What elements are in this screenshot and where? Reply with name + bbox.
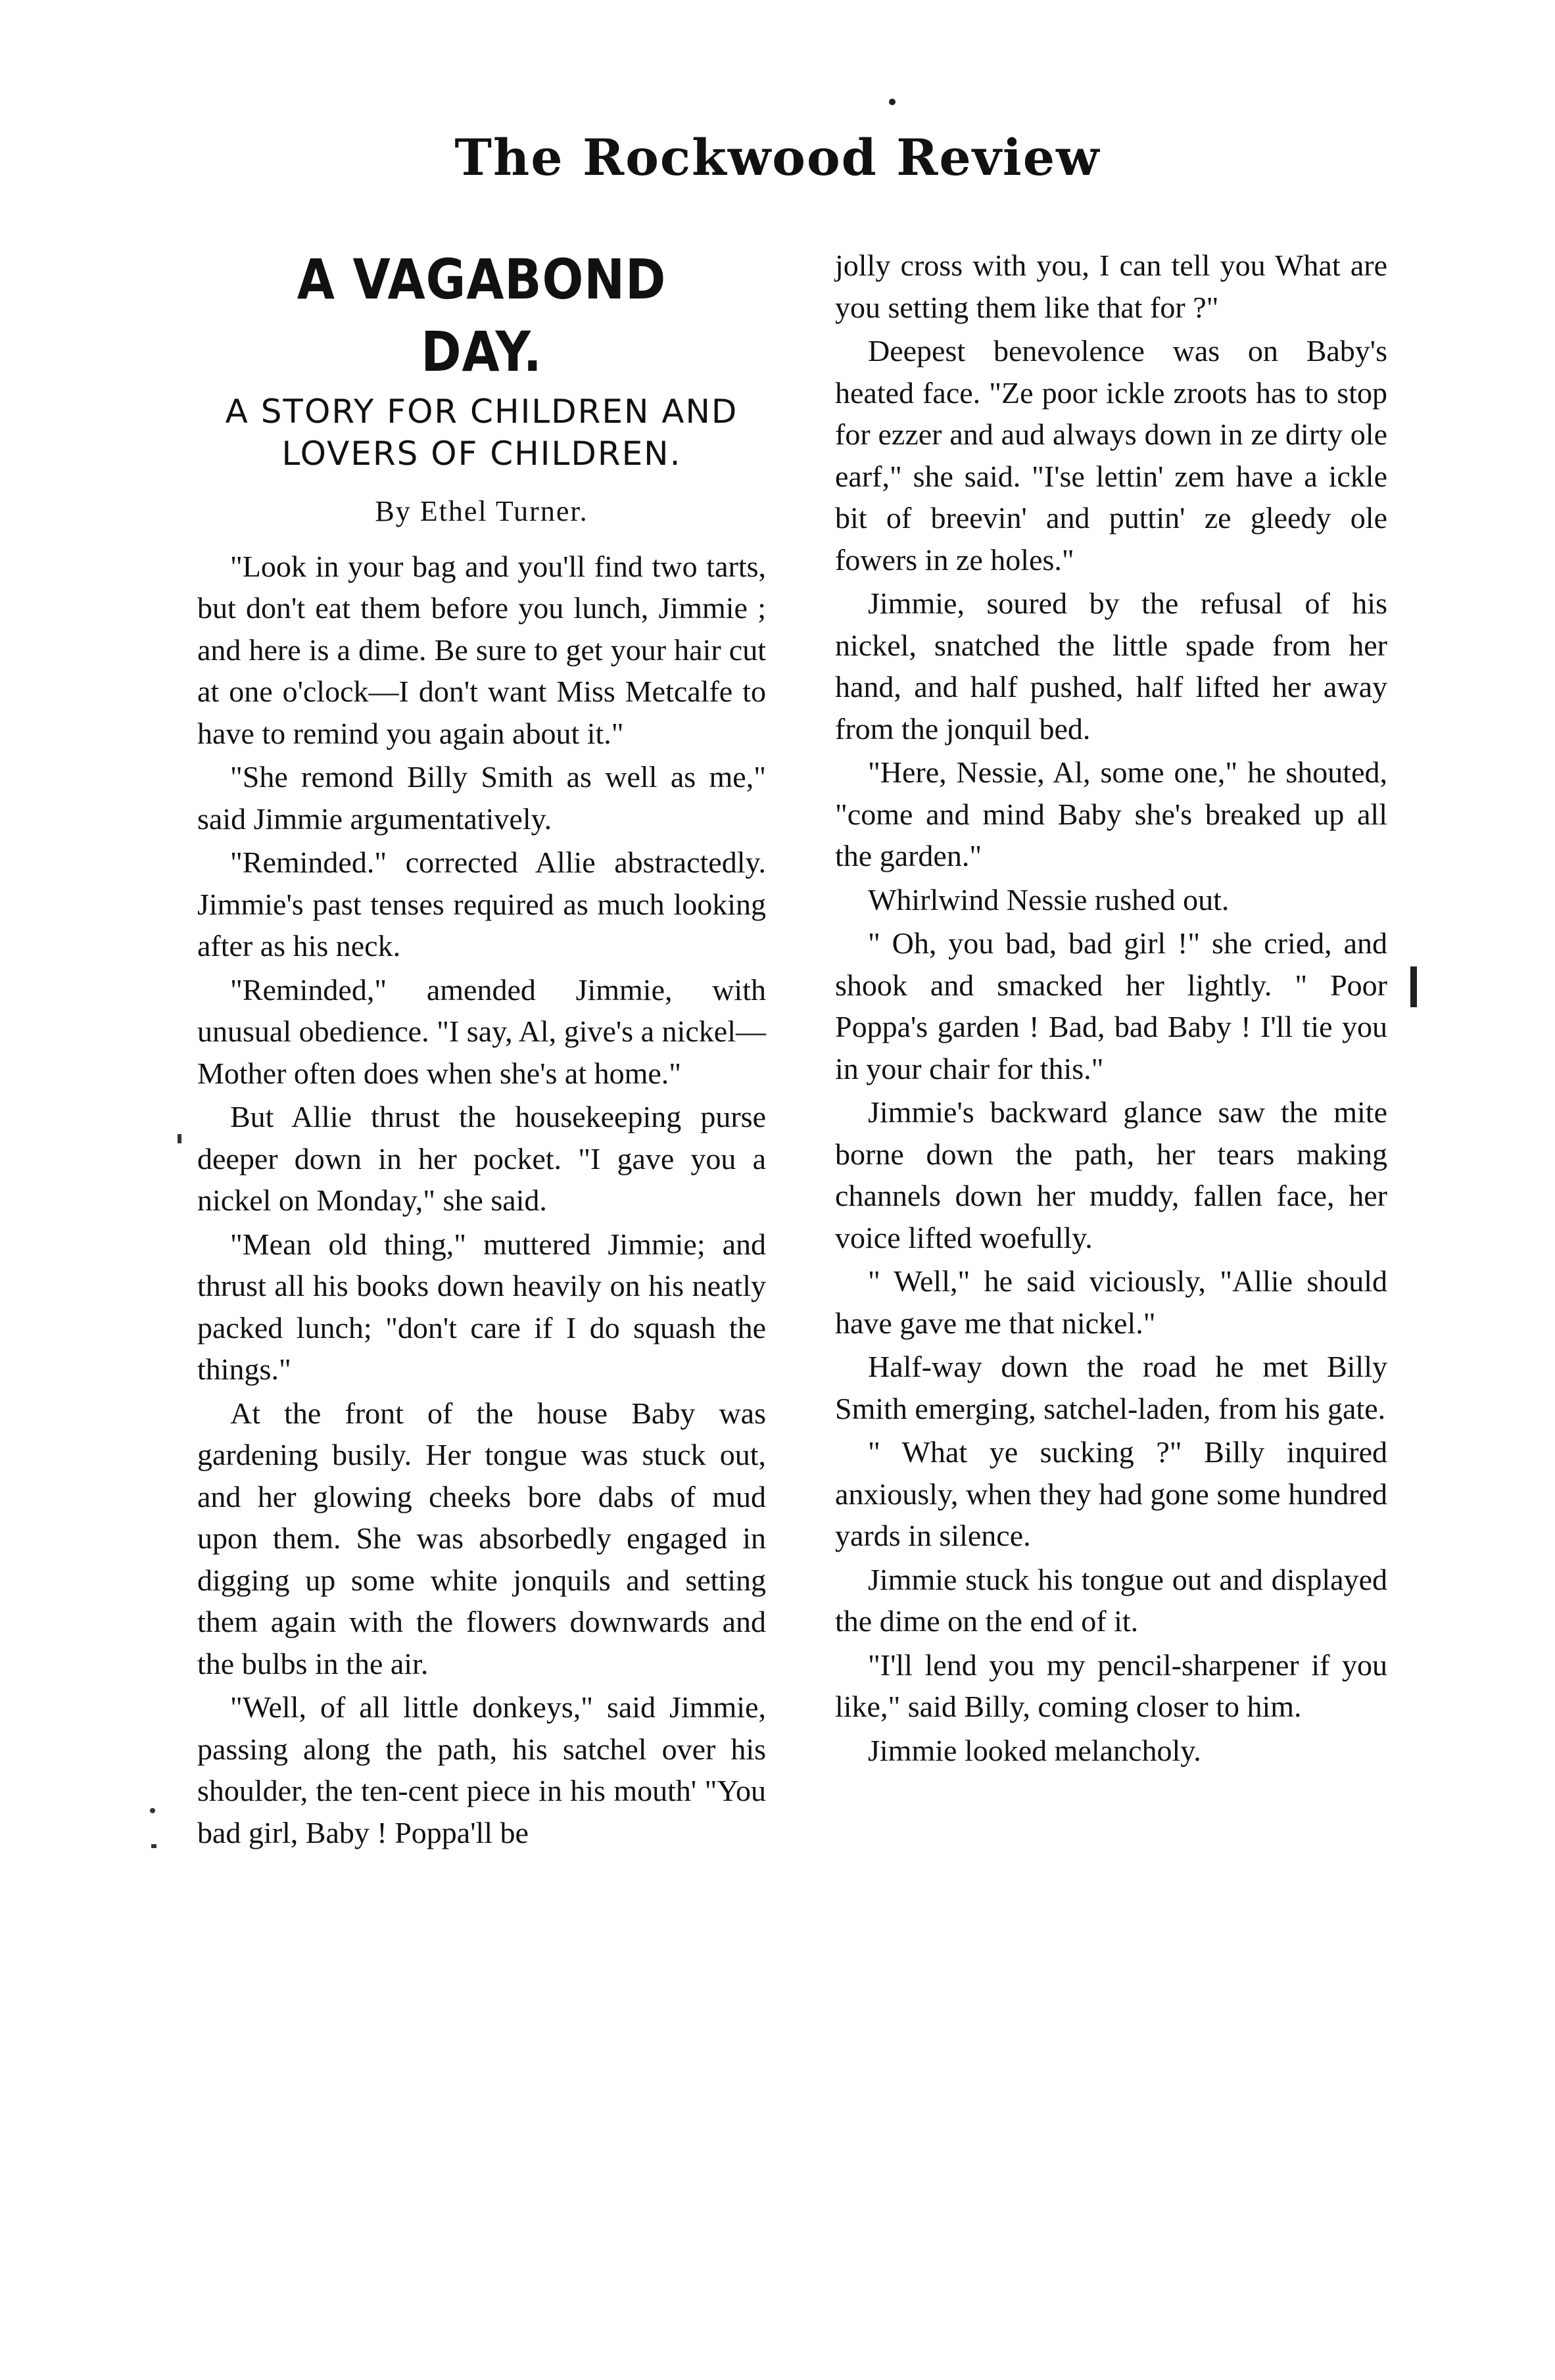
left-column [197,243,766,1855]
paragraph: "Reminded." corrected Allie abstractedly. Jimmie's past tenses required as much looking after as his neck. [197,845,766,963]
paragraph: "Look in your bag and you'll find two tarts, but don't eat them before you lunch, Jimmie ; and here is a dime. Be sure to get your hair cut at one o'clock—I don't want Miss Metcalfe to have to remind you again about it." [197,549,766,750]
paragraph: " What ye sucking ?" Billy inquired anxiously, when they had gone some hundred yards in silence. [835,1435,1387,1552]
paragraph: Jimmie's backward glance saw the mite borne down the path, her tears making channels down her muddy, fallen face, her voice lifted woefully. [835,1095,1387,1254]
paragraph: Deepest benevolence was on Baby's heated face. "Ze poor ickle zroots has to stop for ezzer and aud always down in ze dirty ole earf," she said. "I'se lettin' zem have a ickle bit of breevin' and puttin' ze gleedy ole fowers in ze holes." [835,334,1387,577]
scan-speck [151,1844,156,1848]
scan-speck [889,99,896,105]
paragraph: jolly cross with you, I can tell you What are you setting them like that for ?" [835,249,1387,324]
paragraph: At the front of the house Baby was gardening busily. Her tongue was stuck out, and her glowing cheeks bore dabs of mud upon them. She was absorbedly engaged in digging up some white jonquils and setting them again with the flowers downwards and the bulbs in the air. [197,1396,766,1680]
paragraph: But Allie thrust the housekeeping purse deeper down in her pocket. "I gave you a nickel on Monday," she said. [197,1100,766,1217]
page-header [0,128,1555,187]
paragraph: "I'll lend you my pencil-sharpener if you like," said Billy, coming closer to him. [835,1648,1387,1723]
paragraph: Jimmie stuck his tongue out and displayed the dime on the end of it. [835,1562,1387,1638]
scan-speck [150,1808,155,1813]
scan-speck [1410,966,1417,1007]
paragraph: "Here, Nessie, Al, some one," he shouted, "come and mind Baby she's breaked up all the garden." [835,755,1387,872]
paragraph: "Mean old thing," muttered Jimmie; and thrust all his books down heavily on his neatly packed lunch; "don't care if I do squash the things." [197,1227,766,1386]
story-title: A VAGABOND DAY. [297,247,667,384]
paragraph: Jimmie, soured by the refusal of his nickel, snatched the little spade from her hand, and half pushed, half lifted her away from the jonquil bed. [835,586,1387,746]
paragraph: Whirlwind Nessie rushed out. [868,882,1230,916]
paragraph: Jimmie looked melancholy. [868,1733,1201,1767]
journal-title: The Rockwood Review [454,128,1101,187]
paragraph: "Well, of all little donkeys," said Jimmie, passing along the path, his satchel over his shoulder, the ten-cent piece in his mouth' "You bad girl, Baby ! Poppa'll be [197,1690,766,1849]
paragraph: "Reminded," amended Jimmie, with unusual obedience. "I say, Al, give's a nickel—Mother often does when she's at home." [197,972,766,1090]
story-subtitle: A STORY FOR CHILDREN AND LOVERS OF CHILDREN. [225,393,738,473]
paragraph: Half-way down the road he met Billy Smith emerging, satchel-laden, from his gate. [835,1350,1387,1425]
right-column [835,245,1387,1773]
scan-speck [178,1134,181,1143]
paragraph: " Oh, you bad, bad girl !" she cried, and shook and smacked her lightly. " Poor Poppa's garden ! Bad, bad Baby ! I'll tie you in your chair for this." [835,926,1387,1085]
byline: By Ethel Turner. [375,495,588,527]
paragraph: "She remond Billy Smith as well as me," said Jimmie argumentatively. [197,760,766,836]
paragraph: " Well," he said viciously, "Allie should have gave me that nickel." [835,1264,1387,1340]
